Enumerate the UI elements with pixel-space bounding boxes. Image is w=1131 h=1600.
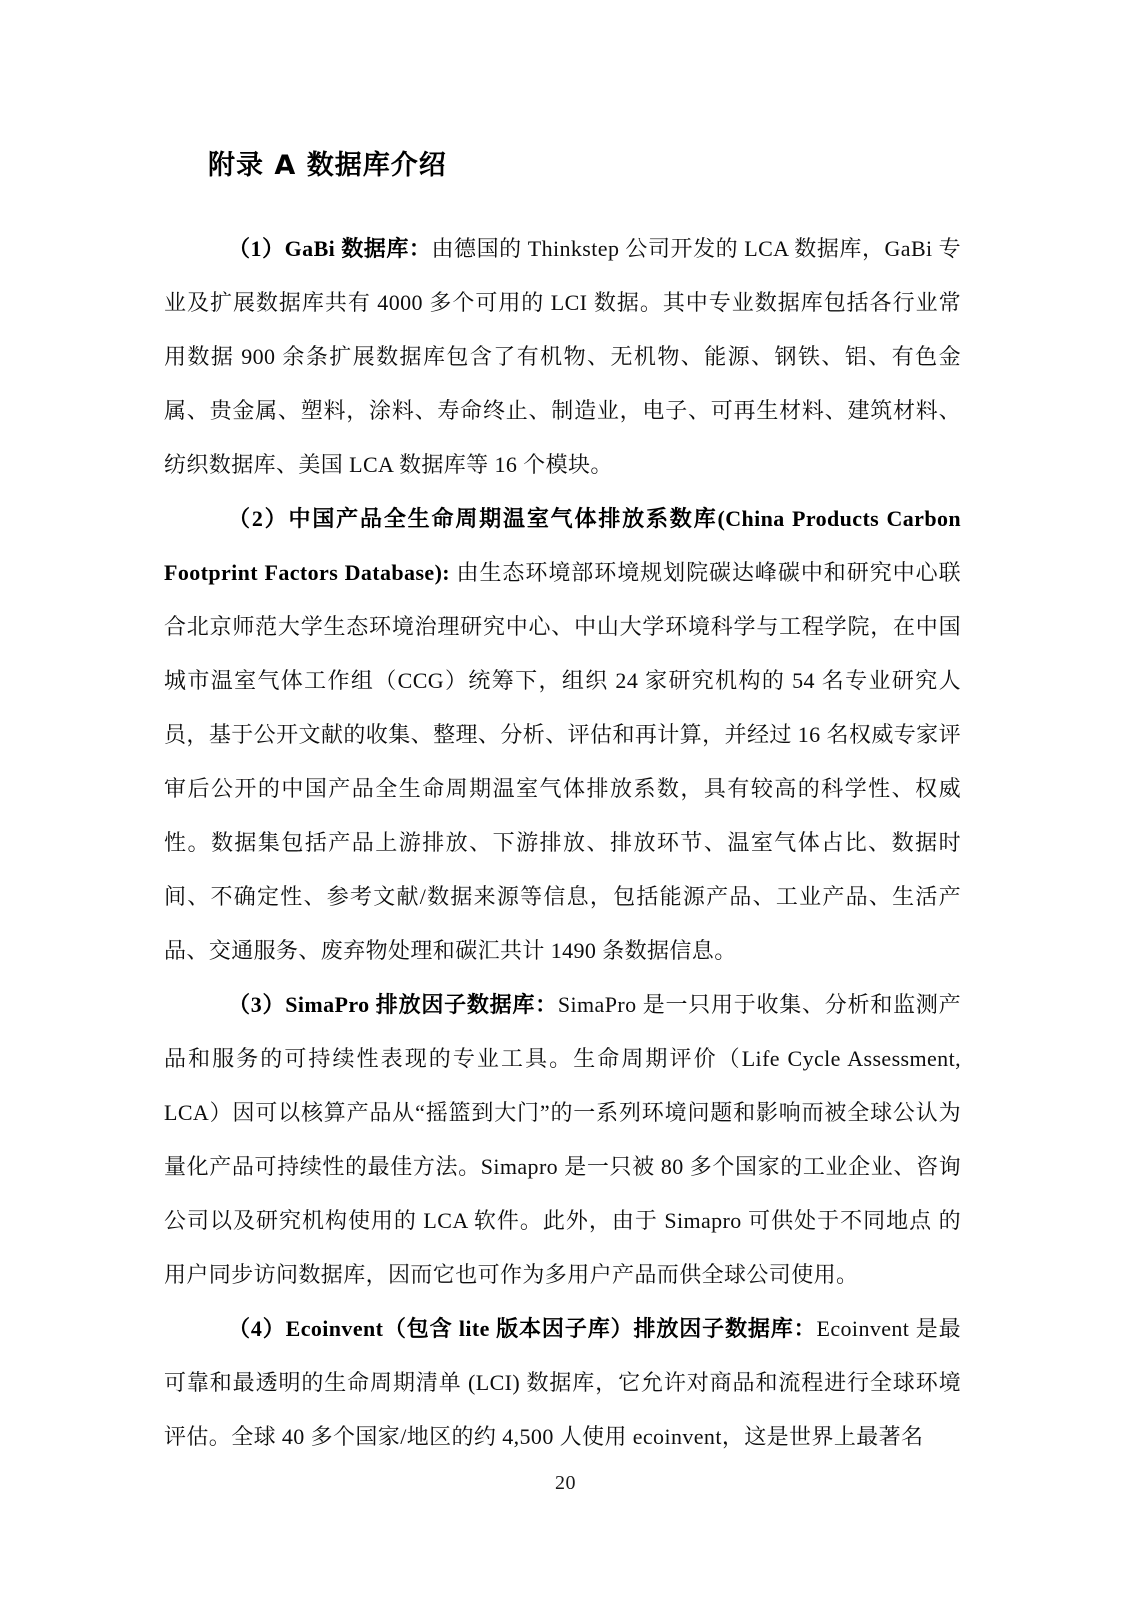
paragraph-body: 由生态环境部环境规划院碳达峰碳中和研究中心联合北京师范大学生态环境治理研究中心、中山大学环境科学与工程学院，在中国城市温室气体工作组（CCG）统筹下，组织 24 家研究机构的 54 名专业研究人员，基于公开文献的收集、整理、分析、评估和再计算，并经过 16 名权威专家评审后公开的中国产品全生命周期温室气体排放系数，具有较高的科学性、权威性。数据集包括产品上游排放、下游排放、排放环节、温室气体占比、数据时间、不确定性、参考文献/数据来源等信息，包括能源产品、工业产品、生活产品、交通服务、废弃物处理和碳汇共计 1490 条数据信息。 <box>164 560 961 963</box>
paragraph-lead: （4）Ecoinvent（包含 lite 版本因子库）排放因子数据库： <box>228 1316 817 1341</box>
paragraph-ecoinvent <box>164 1302 961 1464</box>
paragraph-lead: （3）SimaPro 排放因子数据库： <box>228 992 558 1017</box>
paragraph-gabi <box>164 222 961 492</box>
paragraph-body: SimaPro 是一只用于收集、分析和监测产品和服务的可持续性表现的专业工具。生命周期评价（Life Cycle Assessment, LCA）因可以核算产品从“摇篮到大门”的一系列环境问题和影响而被全球公认为量化产品可持续性的最佳方法。Simapro 是一只被 80 多个国家的工业企业、咨询公司以及研究机构使用的 LCA 软件。此外，由于 Simapro 可供处于不同地点 的用户同步访问数据库，因而它也可作为多用户产品而供全球公司使用。 <box>164 992 961 1287</box>
paragraph-body: Ecoinvent 是最可靠和最透明的生命周期清单 (LCI) 数据库，它允许对商品和流程进行全球环境评估。全球 40 多个国家/地区的约 4,500 人使用 ecoinvent，这是世界上最著名 <box>164 1316 961 1449</box>
paragraph-body: 由德国的 Thinkstep 公司开发的 LCA 数据库，GaBi 专业及扩展数据库共有 4000 多个可用的 LCI 数据。其中专业数据库包括各行业常用数据 900 余条扩展数据库包含了有机物、无机物、能源、钢铁、铝、有色金属、贵金属、塑料，涂料、寿命终止、制造业，电子、可再生材料、建筑材料、纺织数据库、美国 LCA 数据库等 16 个模块。 <box>164 236 962 477</box>
page-body <box>164 150 961 1464</box>
paragraph-china-cpcd <box>164 492 961 978</box>
page-title: 附录 A 数据库介绍 <box>208 150 447 181</box>
paragraph-simapro <box>164 978 961 1302</box>
page-footer <box>0 1472 1131 1495</box>
page-number: 20 <box>555 1472 576 1494</box>
paragraph-lead: （1）GaBi 数据库： <box>228 236 432 261</box>
paragraph-lead: （2）中国产品全生命周期温室气体排放系数库(China Products Carbon Footprint Factors Database): <box>164 506 961 585</box>
